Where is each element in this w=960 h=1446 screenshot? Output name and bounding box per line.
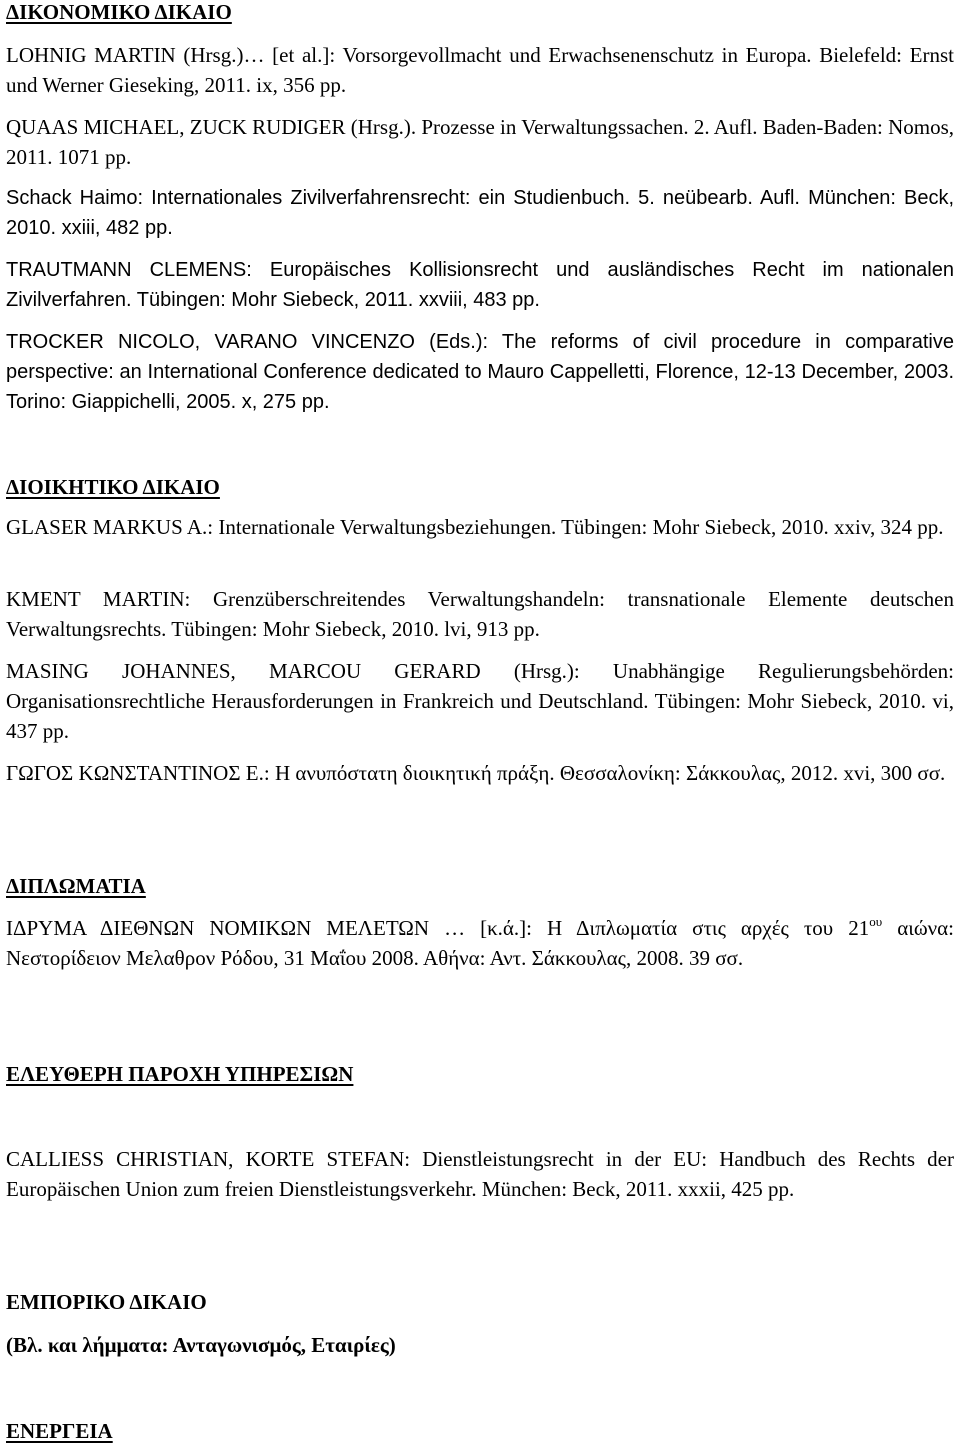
section-heading: ΕΜΠΟΡΙΚΟ ΔΙΚΑΙΟ	[6, 1290, 207, 1314]
cross-reference-note: (Βλ. και λήμματα: Ανταγωνισμός, Εταιρίες)	[6, 1333, 396, 1357]
entry-text: ΙΔΡΥΜΑ ΔΙΕΘΝΩΝ ΝΟΜΙΚΩΝ ΜΕΛΕΤΩΝ … [κ.ά.]: Η Διπλωματία στις αρχές του 21	[6, 916, 870, 940]
entry-superscript: ου	[869, 914, 883, 929]
section-heading: ΕΛΕΥΘΕΡΗ ΠΑΡΟΧΗ ΥΠΗΡΕΣΙΩΝ	[6, 1062, 354, 1086]
bibliography-entry: MASING JOHANNES, MARCOU GERARD (Hrsg.): Unabhängige Regulierungsbehörden: Organisationsrechtliche Herausforderungen in Frankreich und Deutschland. Tübingen: Mohr Siebeck, 2010. vi, 437 pp.	[6, 659, 954, 743]
section-heading: ΔΙΚΟΝΟΜΙΚΟ ΔΙΚΑΙΟ	[6, 0, 232, 24]
entry-text-continued: αιώνα: Νεστορίδειον Μελαθρον Ρόδου, 31 Μαΐου 2008. Αθήνα: Αντ. Σάκκουλας, 2008. 39 σσ.	[6, 916, 954, 970]
bibliography-entry: TRAUTMANN CLEMENS: Europäisches Kollisionsrecht und ausländisches Recht im nationalen Zivilverfahren. Tübingen: Mohr Siebeck, 2011. xxviii, 483 pp.	[6, 259, 954, 311]
bibliography-entry: LOHNIG MARTIN (Hrsg.)… [et al.]: Vorsorgevollmacht und Erwachsenenschutz in Europa. Bielefeld: Ernst und Werner Gieseking, 2011. ix, 356 pp.	[6, 43, 954, 97]
bibliography-entry: GLASER MARKUS A.: Internationale Verwaltungsbeziehungen. Tübingen: Mohr Siebeck, 2010. xxiv, 324 pp.	[6, 515, 944, 539]
section-heading: ΔΙΠΛΩΜΑΤΙΑ	[6, 874, 146, 898]
bibliography-entry: CALLIESS CHRISTIAN, KORTE STEFAN: Dienstleistungsrecht in der EU: Handbuch des Rechts der Europäischen Union zum freien Dienstleistungsverkehr. München: Beck, 2011. xxxii, 425 pp.	[6, 1147, 954, 1201]
bibliography-entry: Schack Haimo: Internationales Zivilverfahrensrecht: ein Studienbuch. 5. neübearb. Aufl. München: Beck, 2010. xxiii, 482 pp.	[6, 187, 954, 239]
bibliography-entry: KMENT MARTIN: Grenzüberschreitendes Verwaltungshandeln: transnationale Elemente deutschen Verwaltungsrechts. Tübingen: Mohr Siebeck, 2010. lvi, 913 pp.	[6, 587, 954, 641]
bibliography-entry: QUAAS MICHAEL, ZUCK RUDIGER (Hrsg.). Prozesse in Verwaltungssachen. 2. Aufl. Baden-Baden: Nomos, 2011. 1071 pp.	[6, 115, 954, 169]
bibliography-entry	[6, 913, 954, 973]
section-heading: ΔΙΟΙΚΗΤΙΚΟ ΔΙΚΑΙΟ	[6, 475, 220, 499]
section-heading: ΕΝΕΡΓΕΙΑ	[6, 1419, 113, 1443]
bibliography-entry: TROCKER NICOLO, VARANO VINCENZO (Eds.): The reforms of civil procedure in comparative perspective: an International Conference dedicated to Mauro Cappelletti, Florence, 12-13 December, 2003. Torino: Giappichelli, 2005. x, 275 pp.	[6, 331, 954, 413]
bibliography-entry: ΓΩΓΟΣ ΚΩΝΣΤΑΝΤΙΝΟΣ Ε.: Η ανυπόστατη διοικητική πράξη. Θεσσαλονίκη: Σάκκουλας, 2012. xvi, 300 σσ.	[6, 761, 946, 785]
